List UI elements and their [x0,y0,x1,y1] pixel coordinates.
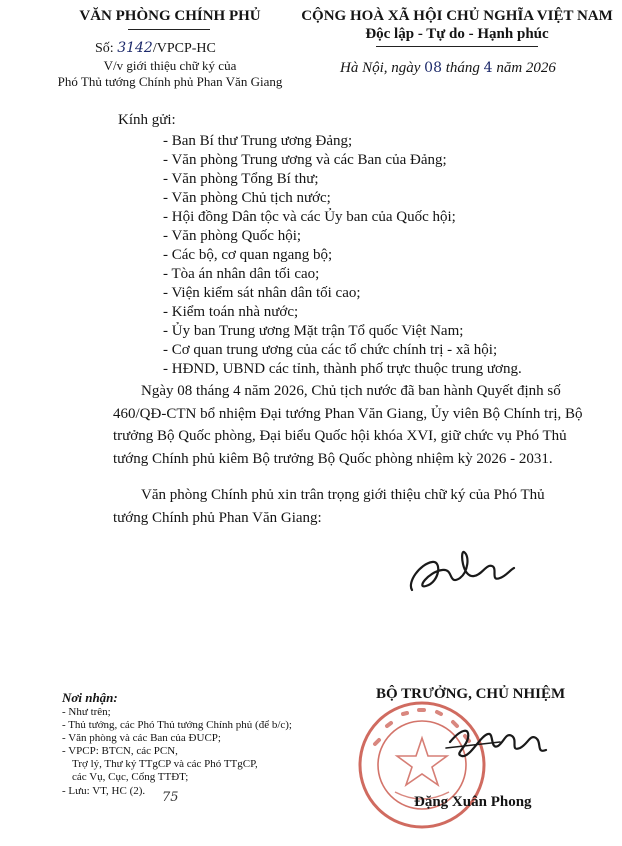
recipient-item: - Cơ quan trung ương của các tổ chức chính trị - xã hội; [163,342,498,358]
body-paragraph-2: Văn phòng Chính phủ xin trân trọng giới thiệu chữ ký của Phó Thủ tướng Chính phủ Phan Văn Giang: [113,487,545,526]
national-motto: Độc lập - Tự do - Hạnh phúc [365,26,549,42]
recipient-item: - Ban Bí thư Trung ương Đảng; [163,133,353,149]
specimen-signature [402,542,522,602]
recipient-item: - Văn phòng Tổng Bí thư; [163,171,319,187]
recipient-item: - Văn phòng Trung ương và các Ban của Đảng; [163,152,447,168]
distribution-item: - VPCP: BTCN, các PCN, [62,745,178,757]
signer-title: BỘ TRƯỞNG, CHỦ NHIỆM [376,686,566,702]
number-prefix: Số: [95,41,114,56]
subject-line-2: Phó Thủ tướng Chính phủ Phan Văn Giang [57,74,283,89]
signer-name: Đặng Xuân Phong [414,794,532,810]
date-day: 08 [424,60,442,76]
motto-underline [376,46,538,47]
agency-name: VĂN PHÒNG CHÍNH PHỦ [79,8,261,24]
date-prefix: Hà Nội, ngày [340,60,421,76]
distribution-item: - Thủ tướng, các Phó Thủ tướng Chính phủ (để b/c); [62,719,292,731]
recipient-item: - Viện kiểm sát nhân dân tối cao; [163,285,361,301]
recipient-item: - HĐND, UBND các tỉnh, thành phố trực thuộc trung ương. [163,361,522,377]
distribution-item: - Như trên; [62,706,111,718]
recipient-item: - Ủy ban Trung ương Mặt trận Tổ quốc Việt Nam; [163,323,464,339]
number-handwritten: 3142 [117,40,153,56]
body-paragraph-1: Ngày 08 tháng 4 năm 2026, Chủ tịch nước đã ban hành Quyết định số 460/QĐ-CTN bổ nhiệm Đại tướng Phan Văn Giang, Ủy viên Bộ Chính trị, Bộ trưởng Bộ Quốc phòng, Đại biểu Quốc hội khóa XVI, giữ chức vụ Phó Thủ tướng Chính phủ kiêm Bộ trưởng Bộ Quốc phòng nhiệm kỳ 2026 - 2031. [113,383,583,467]
recipient-item: - Kiểm toán nhà nước; [163,304,299,320]
distribution-title: Nơi nhận: [62,690,118,705]
signer-signature [440,712,560,772]
document-number [95,40,216,57]
clerk-initials: 75 [162,790,179,805]
agency-underline [128,29,210,30]
recipient-item: - Văn phòng Chủ tịch nước; [163,190,331,206]
distribution-item: - Lưu: VT, HC (2). [62,785,146,797]
recipient-item: - Tòa án nhân dân tối cao; [163,266,320,282]
subject-line-1: V/v giới thiệu chữ ký của [103,58,237,73]
recipient-item: - Các bộ, cơ quan ngang bộ; [163,247,333,263]
distribution-item: Trợ lý, Thư ký TTgCP và các Phó TTgCP, [72,758,258,770]
recipient-item: - Văn phòng Quốc hội; [163,228,302,244]
date-mid: tháng [445,60,480,76]
date-line [340,60,556,77]
distribution-item: các Vụ, Cục, Cổng TTĐT; [72,771,189,783]
country-name: CỘNG HOÀ XÃ HỘI CHỦ NGHĨA VIỆT NAM [301,8,613,24]
date-suffix: năm 2026 [496,60,556,76]
recipient-item: - Hội đồng Dân tộc và các Ủy ban của Quốc hội; [163,209,456,225]
salutation: Kính gửi: [118,112,176,128]
distribution-item: - Văn phòng và các Ban của ĐUCP; [62,732,221,744]
number-suffix: /VPCP-HC [152,41,216,56]
date-month: 4 [483,60,493,76]
